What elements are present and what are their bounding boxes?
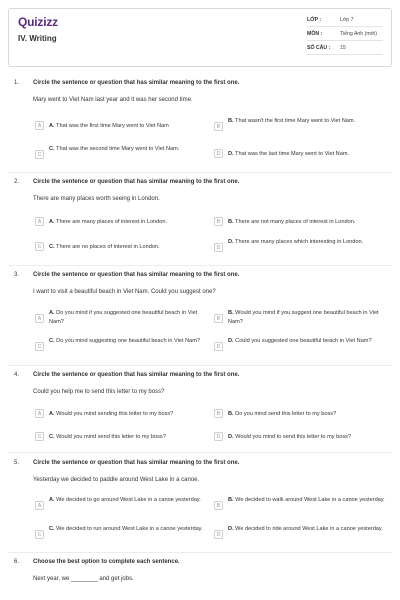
option-letter-box: C <box>35 432 44 441</box>
option-label: C. <box>49 434 55 440</box>
question-stem: Could you help me to send this letter to my boss? <box>33 389 165 395</box>
option-c[interactable] <box>35 337 215 351</box>
divider <box>8 172 392 173</box>
option-d[interactable] <box>214 150 394 159</box>
option-label: A. <box>49 310 55 316</box>
meta-row-class <box>307 17 377 31</box>
option-c[interactable] <box>35 525 215 539</box>
option-label: A. <box>49 219 55 225</box>
option-label: C. <box>49 338 55 344</box>
question-stem: I want to visit a beautiful beach in Viet Nam. Could you suggest one? <box>33 289 216 295</box>
option-text: There are many places of interest in London. <box>56 219 168 225</box>
question-prompt: Circle the sentence or question that has similar meaning to the first one. <box>33 460 240 466</box>
option-d[interactable] <box>214 525 394 539</box>
meta-row-subject <box>307 31 377 45</box>
option-label: A. <box>49 123 55 129</box>
option-c[interactable] <box>35 433 215 442</box>
option-text: There are not many places of interest in London. <box>235 219 356 225</box>
question-number: 4. <box>14 372 20 378</box>
option-letter-box: B <box>214 314 223 323</box>
option-label: C. <box>49 244 55 250</box>
divider <box>8 552 392 553</box>
option-a[interactable] <box>35 309 215 327</box>
meta-key: SỐ CÂU : <box>307 45 331 51</box>
option-d[interactable] <box>214 337 394 351</box>
option-text: That wasn't the first time Mary went to Viet Nam. <box>235 118 356 124</box>
option-b[interactable] <box>214 410 394 419</box>
question-prompt: Circle the sentence or question that has similar meaning to the first one. <box>33 372 240 378</box>
question-number: 1. <box>14 80 20 86</box>
option-label: C. <box>49 526 55 532</box>
option-text: Would you mind send this letter to my boss? <box>56 434 166 440</box>
option-text: We decided to ride around West Lake in a canoe yesterday. <box>235 526 383 532</box>
option-letter-box: B <box>214 501 223 510</box>
option-letter-box: C <box>35 150 44 159</box>
option-b[interactable] <box>214 218 394 227</box>
option-letter-box: A <box>35 121 44 130</box>
option-label: C. <box>49 146 55 152</box>
option-label: D. <box>228 434 234 440</box>
option-text: Do you mind suggesting one beautiful beach in Viet Nam? <box>56 338 201 344</box>
meta-value: Lớp 7 <box>340 17 354 23</box>
option-label: D. <box>228 151 234 157</box>
option-c[interactable] <box>35 243 215 252</box>
section-title: IV. Writing <box>18 34 57 43</box>
option-text: We decided to run around West Lake in a canoe yesterday. <box>56 526 203 532</box>
question-stem: Yesterday we decided to paddle around West Lake in a canoe. <box>33 477 200 483</box>
divider <box>8 365 392 366</box>
option-text: That was the second time Mary went to Viet Nam. <box>56 146 180 152</box>
question-number: 3. <box>14 272 20 278</box>
worksheet-meta <box>307 17 377 59</box>
option-letter-box: D <box>214 342 223 351</box>
option-label: A. <box>49 411 55 417</box>
meta-key: MÔN : <box>307 31 323 37</box>
option-letter-box: D <box>214 243 223 252</box>
option-text: That was the first time Mary went to Viet Nam <box>56 123 169 129</box>
quizizz-logo: Quizizz <box>18 15 58 29</box>
option-text: Would you mind if you suggest one beautiful beach in Viet Nam? <box>228 310 379 325</box>
option-label: D. <box>228 526 234 532</box>
meta-value: Tiếng Anh (mới) <box>340 31 377 37</box>
option-letter-box: B <box>214 409 223 418</box>
option-letter-box: A <box>35 501 44 510</box>
option-label: B. <box>228 411 234 417</box>
option-d[interactable] <box>214 433 394 442</box>
option-label: B. <box>228 310 234 316</box>
option-text: There are no places of interest in London. <box>56 244 160 250</box>
option-a[interactable] <box>35 218 215 227</box>
option-label: B. <box>228 118 234 124</box>
option-b[interactable] <box>214 117 394 131</box>
option-letter-box: A <box>35 409 44 418</box>
option-label: B. <box>228 219 234 225</box>
meta-value: 15 <box>340 45 346 51</box>
option-letter-box: B <box>214 217 223 226</box>
option-text: Would you mind sending this letter to my boss? <box>56 411 174 417</box>
question-prompt: Circle the sentence or question that has similar meaning to the first one. <box>33 80 240 86</box>
option-label: A. <box>49 497 55 503</box>
option-letter-box: D <box>214 149 223 158</box>
option-letter-box: A <box>35 314 44 323</box>
question-number: 6. <box>14 559 20 565</box>
meta-key: LỚP : <box>307 17 322 23</box>
option-label: D. <box>228 338 234 344</box>
option-letter-box: C <box>35 342 44 351</box>
question-stem: Next year, we ________ and get jobs. <box>33 576 134 582</box>
option-letter-box: C <box>35 530 44 539</box>
option-a[interactable] <box>35 410 215 419</box>
option-letter-box: D <box>214 432 223 441</box>
question-stem: There are many places worth seeing in London. <box>33 196 160 202</box>
option-a[interactable] <box>35 122 215 131</box>
option-text: We decided to go around West Lake in a canoe yesterday. <box>56 497 201 503</box>
divider <box>8 265 392 266</box>
option-letter-box: D <box>214 530 223 539</box>
option-label: D. <box>228 239 234 245</box>
option-b[interactable] <box>214 309 394 327</box>
meta-row-question-count <box>307 45 377 59</box>
option-letter-box: A <box>35 217 44 226</box>
option-text: We decided to walk around West Lake in a canoe yesterday. <box>235 497 385 503</box>
option-text: Would you mind to send this letter to my boss? <box>235 434 352 440</box>
question-number: 5. <box>14 460 20 466</box>
option-a[interactable] <box>35 496 215 510</box>
question-prompt: Circle the sentence or question that has similar meaning to the first one. <box>33 272 240 278</box>
option-d[interactable] <box>214 238 394 252</box>
divider <box>8 452 392 453</box>
option-c[interactable] <box>35 145 215 159</box>
option-letter-box: B <box>214 122 223 131</box>
option-text: That was the last time Mary went to Viet Nam. <box>235 151 350 157</box>
option-text: Could you suggested one beautiful beach in Viet Nam? <box>235 338 372 344</box>
question-prompt: Circle the sentence or question that has similar meaning to the first one. <box>33 179 240 185</box>
question-number: 2. <box>14 179 20 185</box>
option-b[interactable] <box>214 496 394 510</box>
option-label: B. <box>228 497 234 503</box>
question-stem: Mary went to Viet Nam last year and it was her second time. <box>33 97 193 103</box>
option-text: Do you mind send this letter to my boss? <box>235 411 337 417</box>
option-text: Do you mind if you suggested one beautiful beach in Viet Nam? <box>49 310 198 325</box>
option-text: There are many places which interesting in London. <box>235 239 364 245</box>
option-letter-box: C <box>35 242 44 251</box>
worksheet-header <box>8 8 392 67</box>
question-prompt: Choose the best option to complete each sentence. <box>33 559 180 565</box>
